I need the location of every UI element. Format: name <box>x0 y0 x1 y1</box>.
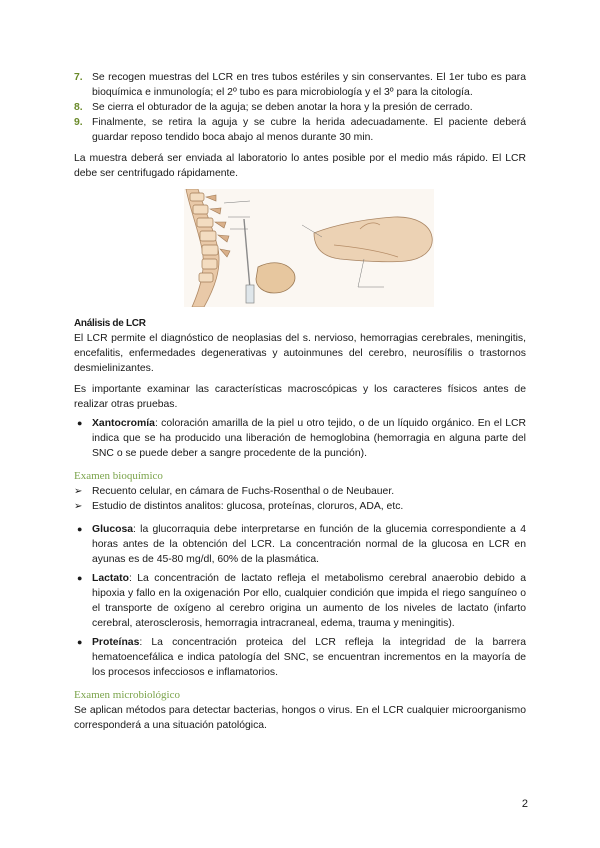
micro-title: Examen microbiológico <box>74 689 180 701</box>
lumbar-puncture-illustration <box>184 189 434 307</box>
step-item <box>74 115 526 145</box>
list-item <box>74 522 526 567</box>
analysis-intro: El LCR permite el diagnóstico de neoplasias del s. nervioso, hemorragias cerebrales, meningitis, encefalitis, enfermedades degenerativas y autoinmunes del cerebro, neurosífilis o trastornos desmielinizantes. <box>74 333 526 374</box>
list-item <box>74 484 526 499</box>
glucosa-term: Glucosa <box>92 524 133 535</box>
step-item <box>74 100 526 115</box>
macro-paragraph: Es importante examinar las características macroscópicas y los caracteres físicos antes de realizar otras pruebas. <box>74 384 526 410</box>
list-item <box>74 571 526 631</box>
step-item <box>74 70 526 100</box>
arrow-text: Estudio de distintos analitos: glucosa, proteínas, cloruros, ADA, etc. <box>92 501 404 512</box>
sample-paragraph: La muestra deberá ser enviada al laboratorio lo antes posible por el medio más rápido. El LCR debe ser centrifugado rápidamente. <box>74 153 526 179</box>
bullet-icon: ● <box>77 524 83 534</box>
micro-text: Se aplican métodos para detectar bacterias, hongos o virus. En el LCR cualquier microorganismo corresponderá a una situación patológica. <box>74 705 526 731</box>
lactato-term: Lactato <box>92 573 129 584</box>
analysis-heading: Análisis de LCR <box>74 318 146 329</box>
step-text: Se recogen muestras del LCR en tres tubos estériles y sin conservantes. El 1er tubo es para bioquímica e inmunología; el 2º tubo es para microbiología y el 3º para la citología. <box>92 72 526 98</box>
page-content <box>74 70 526 733</box>
step-text: Finalmente, se retira la aguja y se cubre la herida adecuadamente. El paciente deberá guardar reposo tendido boca abajo al menos durante 30 min. <box>92 117 526 143</box>
page-number: 2 <box>521 798 528 810</box>
step-number: 8. <box>74 102 83 113</box>
xanto-text: : coloración amarilla de la piel u otro tejido, o de un líquido orgánico. En el LCR indica que se ha producido una liberación de hemoglobina (hemorragia en alguna parte del SNC o se puede deber a sangre procedente de la punción). <box>92 418 526 459</box>
proteinas-text: : La concentración proteica del LCR refleja la integridad de la barrera hematoencefálica e indica patología del SNC, se encuentran incrementos en la mayoría de los procesos infecciosos e inflamatorios. <box>92 637 526 678</box>
lumbar-puncture-drawing <box>184 189 434 307</box>
arrow-bullet-icon: ➢ <box>74 486 83 497</box>
list-item <box>74 635 526 680</box>
arrow-bullet-icon: ➢ <box>74 501 83 512</box>
proteinas-term: Proteínas <box>92 637 140 648</box>
list-item <box>74 499 526 514</box>
step-number: 9. <box>74 117 83 128</box>
lactato-text: : La concentración de lactato refleja el metabolismo cerebral anaerobio debido a hipoxia y fallo en la oxigenación Por ello, cualquier condición que impida el riego sanguíneo o el transporte de oxígeno al cerebro origina un aumento de los niveles de lactato (infarto cerebral, aterosclerosis, hemorragia intracraneal, edema, trauma y meningitis). <box>92 573 526 629</box>
step-number: 7. <box>74 72 83 83</box>
numbered-steps <box>74 70 526 145</box>
list-item <box>74 416 526 461</box>
bullet-icon: ● <box>77 573 83 583</box>
bullet-icon: ● <box>77 637 83 647</box>
bullet-icon: ● <box>77 418 83 428</box>
biochem-title: Examen bioquímico <box>74 470 163 482</box>
glucosa-text: : la glucorraquia debe interpretarse en función de la glucemia correspondiente a 4 horas antes de la obtención del LCR. La concentración normal de la glucosa en LCR en ayunas es de 45-80 mg/dl, 60% de la plasmática. <box>92 524 526 565</box>
xanto-term: Xantocromía <box>92 418 155 429</box>
step-text: Se cierra el obturador de la aguja; se deben anotar la hora y la presión de cerrado. <box>92 102 473 113</box>
arrow-text: Recuento celular, en cámara de Fuchs-Rosenthal o de Neubauer. <box>92 486 395 497</box>
